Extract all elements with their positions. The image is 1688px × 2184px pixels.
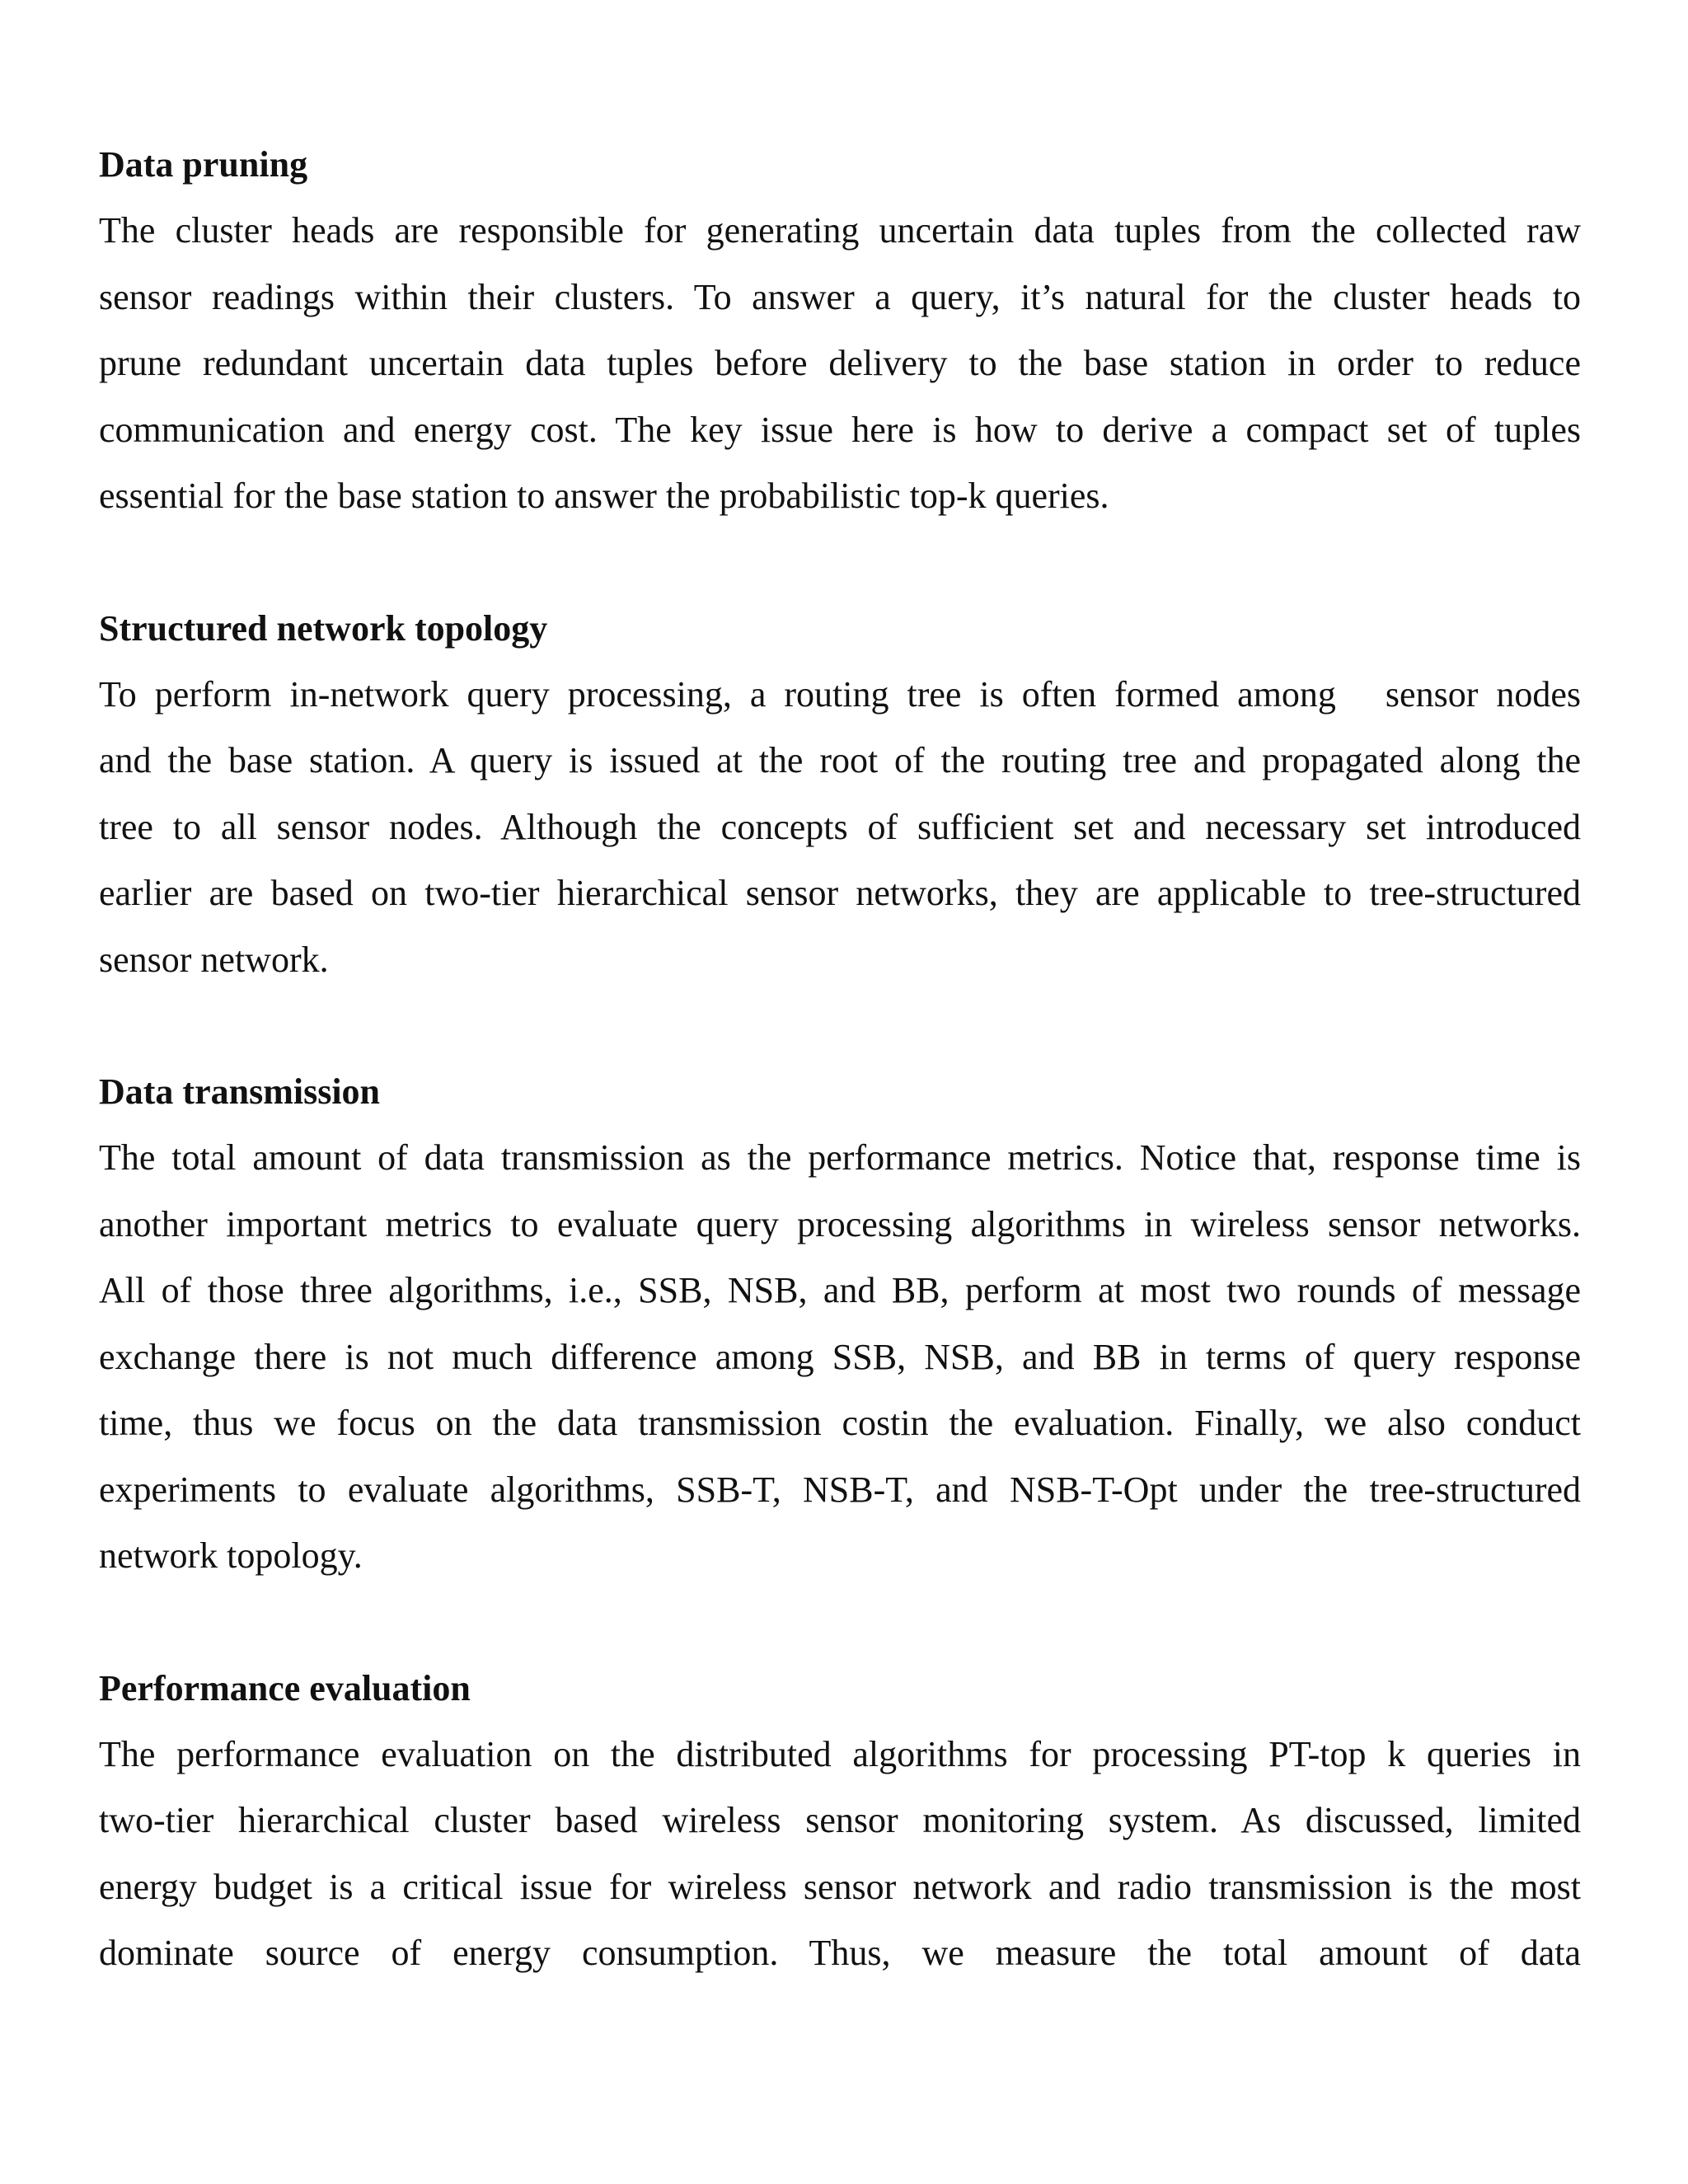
text-line: time, thus we focus on the data transmission costin the evaluation. Finally, we also conduct (99, 1403, 1581, 1443)
section-paragraph (99, 662, 1581, 994)
section-paragraph (99, 1125, 1581, 1590)
text-line: tree to all sensor nodes. Although the concepts of sufficient set and necessary set introduced (99, 806, 1581, 847)
section-heading: Data transmission (99, 1071, 381, 1112)
text-line: dominate source of energy consumption. Thus, we measure the total amount of data (99, 1933, 1581, 1973)
text-line: All of those three algorithms, i.e., SSB, NSB, and BB, perform at most two rounds of message (99, 1270, 1581, 1310)
document-page (99, 132, 1581, 1987)
text-line: communication and energy cost. The key issue here is how to derive a compact set of tuples (99, 409, 1581, 450)
text-line: sensor network. (99, 939, 329, 980)
section-heading: Structured network topology (99, 607, 548, 649)
text-line: another important metrics to evaluate query processing algorithms in wireless sensor networks. (99, 1203, 1581, 1244)
text-line: experiments to evaluate algorithms, SSB-T, NSB-T, and NSB-T-Opt under the tree-structured (99, 1469, 1581, 1510)
section-heading: Data pruning (99, 144, 308, 185)
text-line (99, 662, 1581, 729)
section-paragraph (99, 1722, 1581, 1987)
text-line: two-tier hierarchical cluster based wireless sensor monitoring system. As discussed, limited (99, 1800, 1581, 1840)
text-line: The total amount of data transmission as the performance metrics. Notice that, response time is (99, 1137, 1581, 1178)
text-line-tail: sensor nodes (1385, 673, 1581, 715)
text-line: and the base station. A query is issued at the root of the routing tree and propagated along the (99, 740, 1581, 780)
text-line: exchange there is not much difference among SSB, NSB, and BB in terms of query response (99, 1336, 1581, 1377)
section-data-transmission (99, 1059, 1581, 1590)
text-line: prune redundant uncertain data tuples before delivery to the base station in order to reduce (99, 343, 1581, 383)
text-line: The performance evaluation on the distributed algorithms for processing PT-top k queries in (99, 1733, 1581, 1774)
text-line: network topology. (99, 1535, 363, 1576)
section-performance-evaluation (99, 1656, 1581, 1987)
section-structured-network-topology (99, 596, 1581, 994)
text-line: energy budget is a critical issue for wireless sensor network and radio transmission is the most (99, 1866, 1581, 1907)
section-heading: Performance evaluation (99, 1667, 471, 1708)
text-line: sensor readings within their clusters. To answer a query, it’s natural for the cluster heads to (99, 276, 1581, 317)
text-line: earlier are based on two-tier hierarchical sensor networks, they are applicable to tree-structured (99, 873, 1581, 913)
text-line: The cluster heads are responsible for generating uncertain data tuples from the collected raw (99, 210, 1581, 251)
section-paragraph (99, 198, 1581, 530)
text-line-head: To perform in-network query processing, a routing tree is often formed among (99, 673, 1336, 715)
text-line: essential for the base station to answer the probabilistic top-k queries. (99, 476, 1109, 516)
section-data-pruning (99, 132, 1581, 530)
